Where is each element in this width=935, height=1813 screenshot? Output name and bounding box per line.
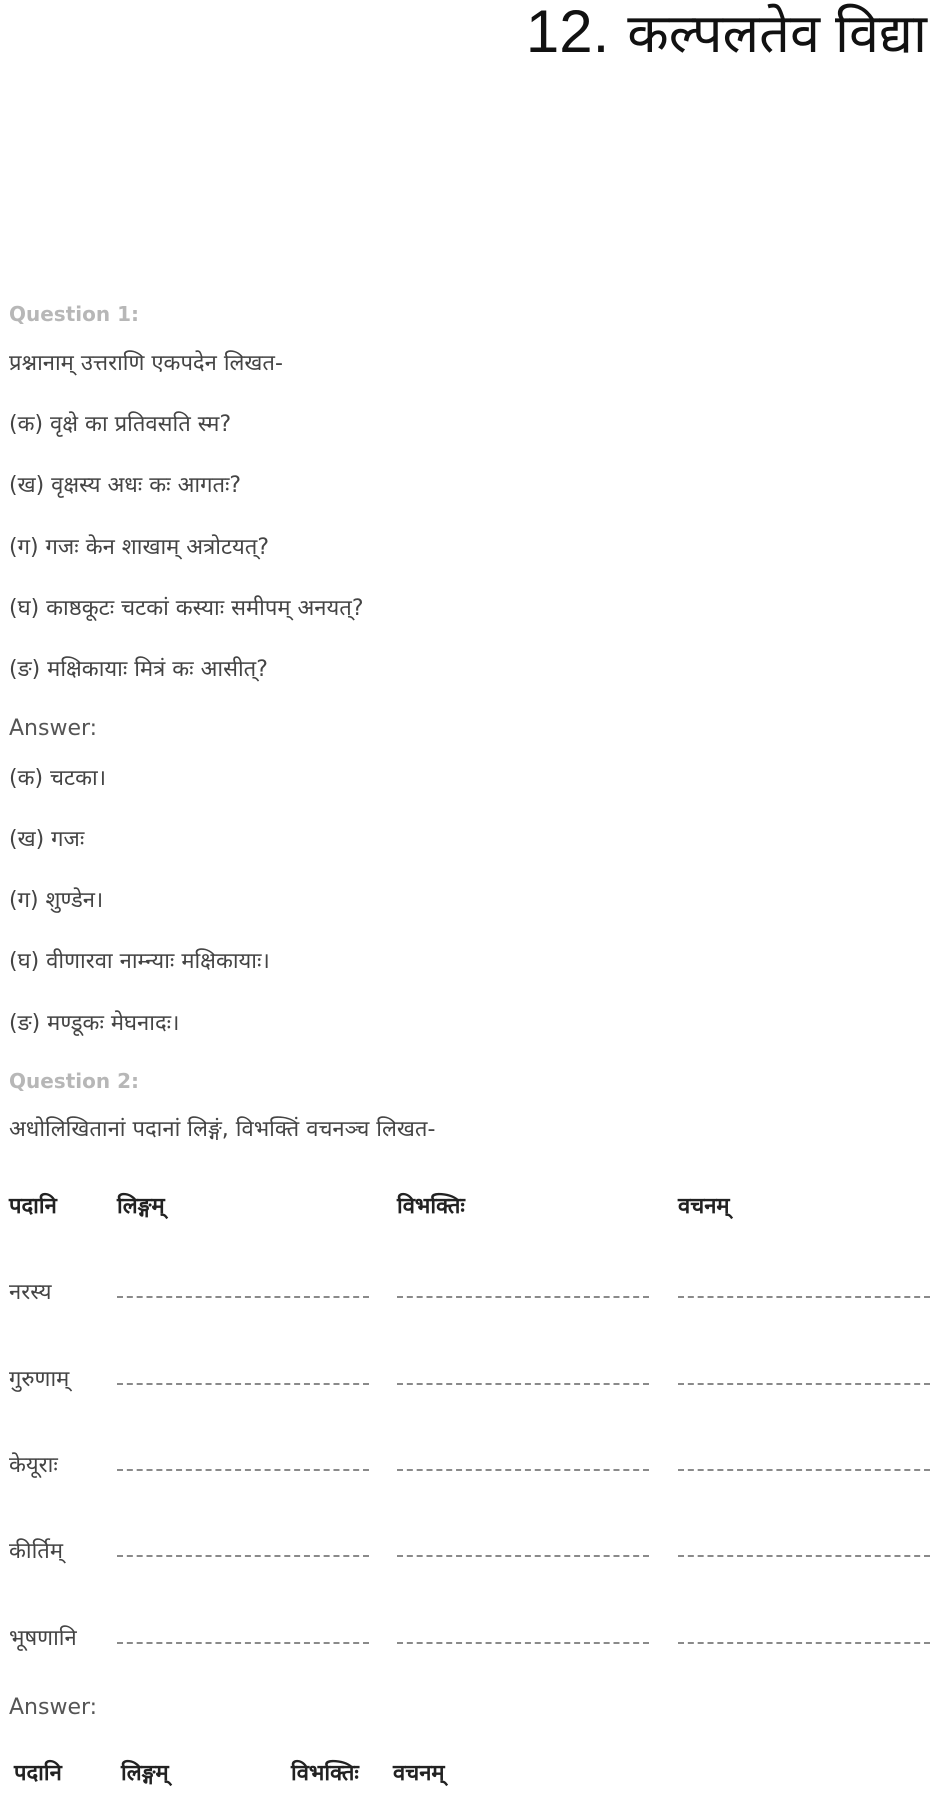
table-row-word: गुरुणाम् (9, 1367, 70, 1392)
table-header-padani: पदानि (9, 1194, 57, 1219)
answer-header-vibhakti: विभक्तिः (291, 1761, 359, 1786)
question-2-heading: Question 2: (9, 1069, 139, 1093)
blank-line (397, 1642, 649, 1644)
question-1-item: (घ) काष्ठकूटः चटकां कस्याः समीपम् अनयत्? (9, 596, 364, 621)
blank-line (117, 1642, 369, 1644)
question-1-item: (ङ) मक्षिकायाः मित्रं कः आसीत्? (9, 657, 268, 682)
table-row-word: केयूराः (9, 1453, 58, 1478)
blank-line (117, 1469, 369, 1471)
chapter-title: कल्पलतेव विद्या (627, 4, 927, 64)
table-row-word: कीर्तिम् (9, 1539, 63, 1564)
answer-1-item: (क) चटका। (9, 766, 107, 791)
blank-line (678, 1469, 930, 1471)
blank-line (117, 1383, 369, 1385)
answer-2-label: Answer: (9, 1695, 98, 1720)
question-2-prompt: अधोलिखितानां पदानां लिङ्गं, विभक्तिं वचनञ्च लिखत- (9, 1117, 436, 1142)
table-header-lingam: लिङ्गम् (117, 1194, 165, 1219)
answer-1-label: Answer: (9, 716, 98, 741)
blank-line (397, 1296, 649, 1298)
table-header-vachanam: वचनम् (678, 1194, 730, 1219)
blank-line (678, 1555, 930, 1557)
question-1-prompt: प्रश्नानाम् उत्तराणि एकपदेन लिखत- (9, 351, 283, 376)
blank-line (117, 1296, 369, 1298)
page-title (526, 0, 927, 68)
question-1-item: (ख) वृक्षस्य अधः कः आगतः? (9, 473, 242, 498)
table-header-vibhakti: विभक्तिः (397, 1194, 465, 1219)
answer-header-lingam: लिङ्गम् (121, 1761, 169, 1786)
blank-line (397, 1469, 649, 1471)
question-1-item: (ग) गजः केन शाखाम् अत्रोटयत्? (9, 535, 270, 560)
blank-line (678, 1642, 930, 1644)
table-row-word: नरस्य (9, 1280, 52, 1305)
table-row-word: भूषणानि (9, 1626, 77, 1651)
blank-line (117, 1555, 369, 1557)
blank-line (678, 1296, 930, 1298)
blank-line (397, 1383, 649, 1385)
question-1-item: (क) वृक्षे का प्रतिवसति स्म? (9, 412, 232, 437)
answer-header-padani: पदानि (14, 1761, 62, 1786)
answer-1-item: (ङ) मण्डूकः मेघनादः। (9, 1011, 180, 1036)
answer-1-item: (ग) शुण्डेन। (9, 888, 104, 913)
chapter-number: 12. (525, 0, 610, 65)
answer-1-item: (घ) वीणारवा नाम्न्याः मक्षिकायाः। (9, 949, 270, 974)
question-1-heading: Question 1: (9, 302, 139, 326)
blank-line (678, 1383, 930, 1385)
answer-1-item: (ख) गजः (9, 827, 85, 852)
answer-header-vachanam: वचनम् (393, 1761, 445, 1786)
blank-line (397, 1555, 649, 1557)
